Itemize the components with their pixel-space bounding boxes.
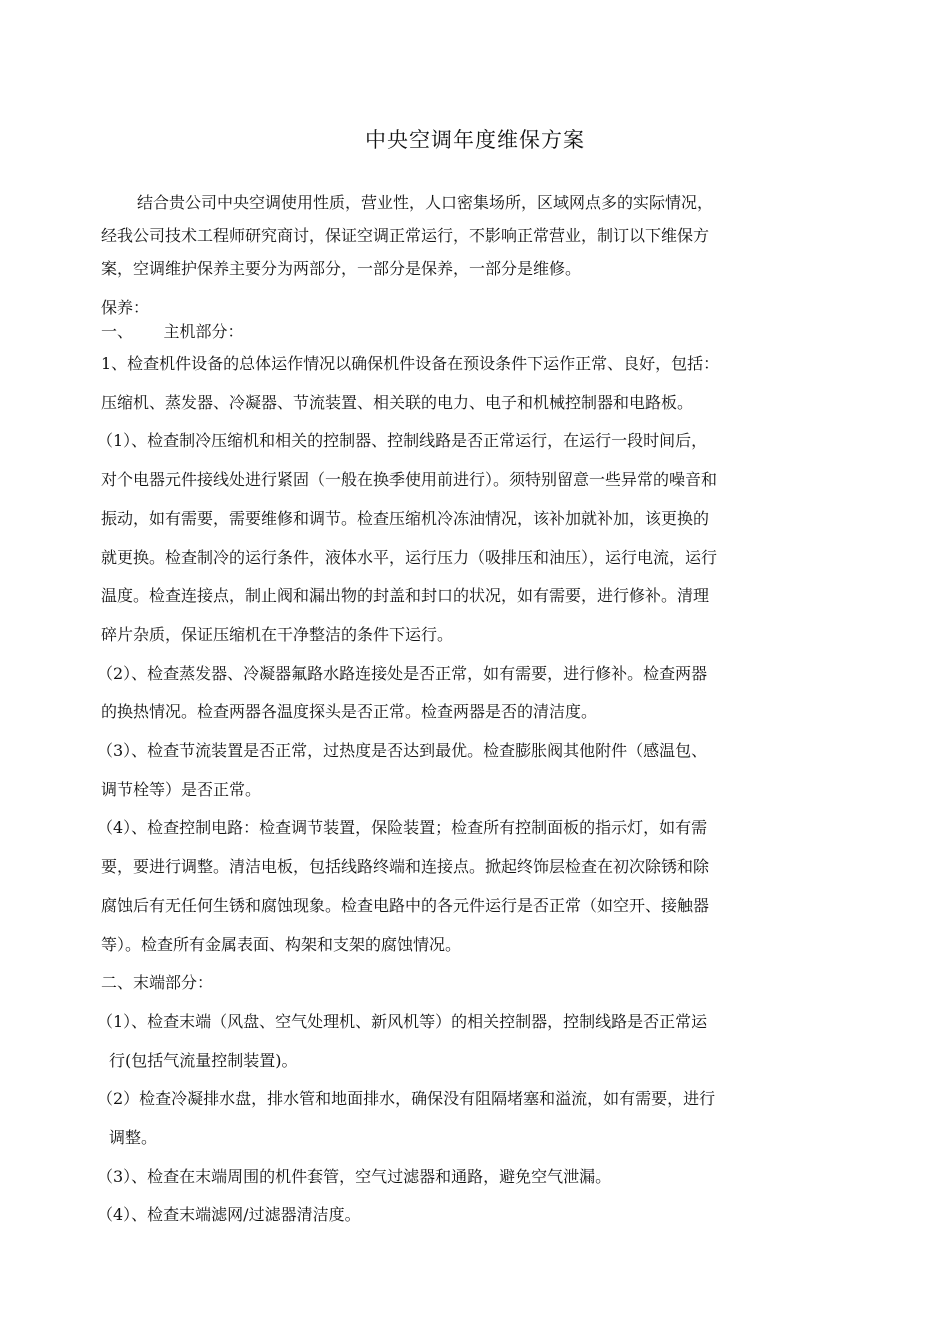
text-line: 要，要进行调整。清洁电板，包括线路终端和连接点。掀起终饰层检查在初次除锈和除 (101, 857, 710, 877)
text-line: 温度。检查连接点，制止阀和漏出物的封盖和封口的状况，如有需要，进行修补。清理 (101, 586, 710, 606)
content-list (97, 345, 841, 1235)
text-line: 的换热情况。检查两器各温度探头是否正常。检查两器是否的清洁度。 (101, 702, 598, 722)
section-heading-host: 一、 主机部分： (101, 322, 244, 341)
text-line: （4）、检查末端滤网/过滤器清洁度。 (97, 1205, 361, 1225)
text-line: （4）、检查控制电路：检查调节装置，保险装置；检查所有控制面板的指示灯，如有需 (97, 818, 708, 838)
intro-line: 经我公司技术工程师研究商讨，保证空调正常运行，不影响正常营业，制订以下维保方 (101, 226, 710, 245)
text-line: （3）、检查节流装置是否正常，过热度是否达到最优。检查膨胀阀其他附件（感温包、 (97, 741, 708, 761)
text-line: 1、检查机件设备的总体运作情况以确保机件设备在预设条件下运作正常、良好，包括： (101, 354, 720, 373)
text-line: （2）、检查蒸发器、冷凝器氟路水路连接处是否正常，如有需要，进行修补。检查两器 (97, 663, 708, 683)
text-line: 对个电器元件接线处进行紧固（一般在换季使用前进行）。须特别留意一些异常的噪音和 (101, 470, 718, 490)
intro-line: 结合贵公司中央空调使用性质，营业性，人口密集场所，区域网点多的实际情况， (137, 193, 714, 212)
maintenance-heading: 保养： (101, 298, 150, 317)
text-line: 就更换。检查制冷的运行条件，液体水平，运行压力（吸排压和油压），运行电流，运行 (101, 547, 718, 567)
text-line: （3）、检查在末端周围的机件套管，空气过滤器和通路，避免空气泄漏。 (97, 1166, 612, 1186)
text-line: （1）、检查末端（风盘、空气处理机、新风机等）的相关控制器，控制线路是否正常运 (97, 1011, 708, 1031)
document-title: 中央空调年度维保方案 (365, 128, 585, 152)
text-line: 等）。检查所有金属表面、构架和支架的腐蚀情况。 (101, 934, 462, 954)
text-line: 调整。 (109, 1128, 158, 1148)
text-line: 压缩机、蒸发器、冷凝器、节流装置、相关联的电力、电子和机械控制器和电路板。 (101, 392, 694, 412)
intro-line: 案，空调维护保养主要分为两部分，一部分是保养，一部分是维修。 (101, 259, 582, 278)
text-line: 行(包括气流量控制装置)。 (109, 1050, 298, 1070)
text-line: 调节栓等）是否正常。 (101, 779, 262, 799)
section-heading-terminal: 二、末端部分： (101, 973, 214, 993)
section-headings (101, 296, 841, 344)
text-line: 振动，如有需要，需要维修和调节。检查压缩机冷冻油情况，该补加就补加，该更换的 (101, 508, 710, 528)
text-line: （1）、检查制冷压缩机和相关的控制器、控制线路是否正常运行，在运行一段时间后， (97, 431, 708, 451)
text-line: 碎片杂质，保证压缩机在干净整洁的条件下运行。 (101, 624, 454, 644)
text-line: （2）检查冷凝排水盘，排水管和地面排水，确保没有阻隔堵塞和溢流，如有需要，进行 (97, 1089, 716, 1109)
intro-paragraph (101, 186, 841, 285)
text-line: 腐蚀后有无任何生锈和腐蚀现象。检查电路中的各元件运行是否正常（如空开、接触器 (101, 895, 710, 915)
